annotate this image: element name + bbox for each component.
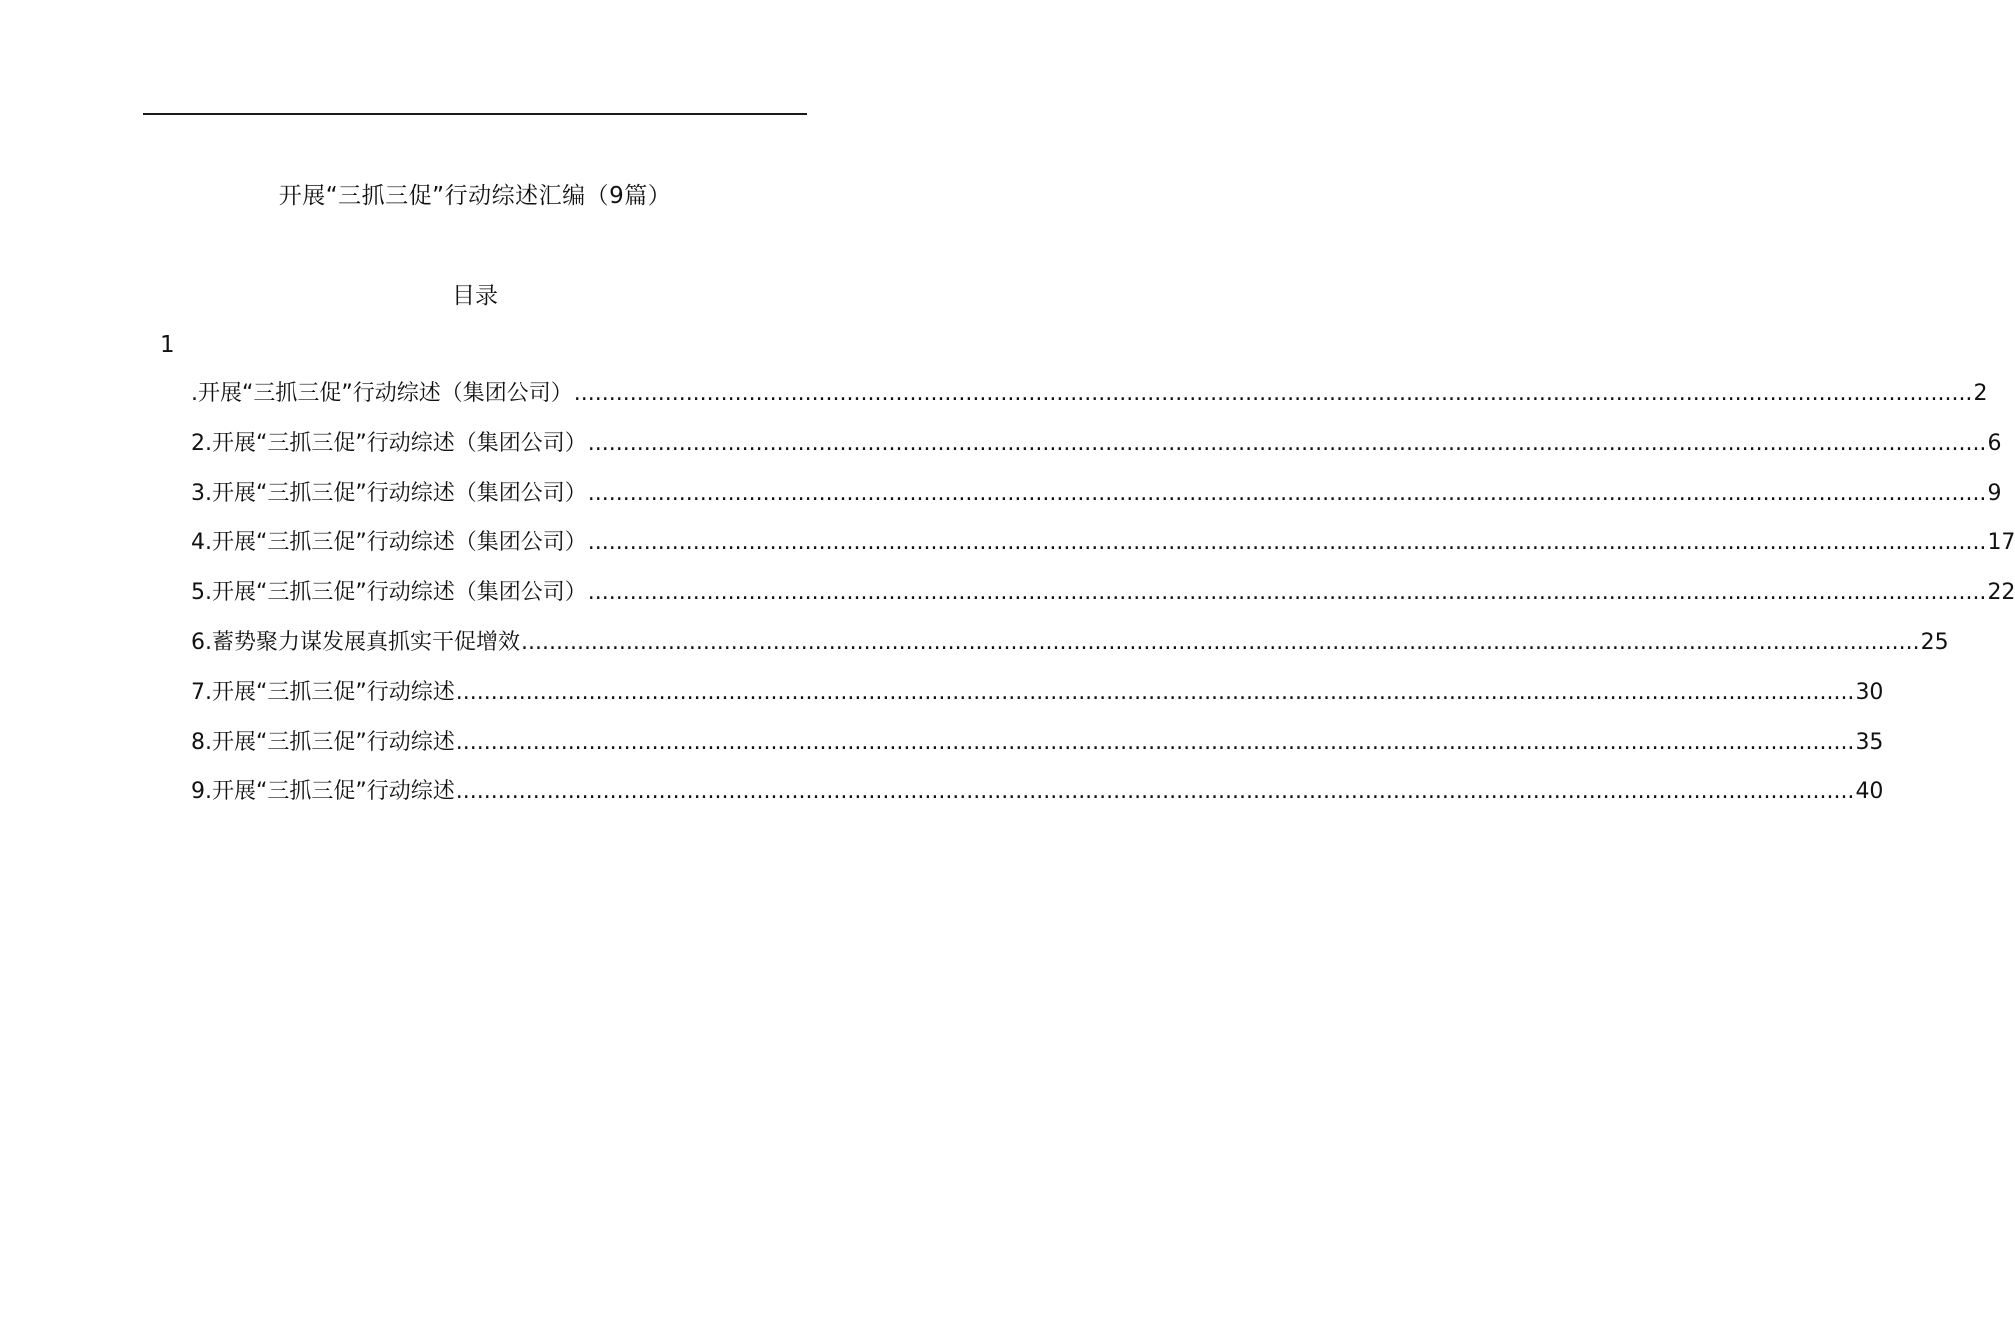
toc-entry-page: 2 bbox=[1973, 381, 1988, 406]
toc-entry-page: 40 bbox=[1855, 779, 1884, 805]
toc-entry-title: 5.开展“三抓三促”行动综述（集团公司） bbox=[191, 580, 587, 606]
toc-dot-leader: ........................................................................................................................................................................................................ bbox=[455, 779, 1855, 805]
toc-entry[interactable] bbox=[191, 476, 2002, 526]
toc-entry-title: 8.开展“三抓三促”行动综述 bbox=[191, 729, 455, 755]
toc-dot-leader: ........................................................................................................................................................................................................ bbox=[573, 381, 1973, 406]
toc-dot-leader: ........................................................................................................................................................................................................ bbox=[587, 480, 1987, 506]
toc-entry-title: 3.开展“三抓三促”行动综述（集团公司） bbox=[191, 480, 587, 506]
toc-dot-leader: ........................................................................................................................................................................................................ bbox=[587, 580, 1987, 606]
toc-heading: 目录 bbox=[452, 283, 498, 309]
toc-entry-title: 4.开展“三抓三促”行动综述（集团公司） bbox=[191, 530, 587, 556]
toc-entry-page: 9 bbox=[1987, 480, 2002, 506]
toc-entry[interactable] bbox=[191, 575, 2015, 625]
toc-entry-title: 2.开展“三抓三促”行动综述（集团公司） bbox=[191, 430, 587, 456]
toc-entry[interactable] bbox=[191, 625, 1949, 675]
toc-entry[interactable] bbox=[191, 675, 1884, 725]
toc-entry[interactable] bbox=[191, 376, 1988, 426]
toc-entry-title: 9.开展“三抓三促”行动综述 bbox=[191, 779, 455, 805]
toc-entry[interactable] bbox=[191, 725, 1884, 775]
toc-entry-title: 7.开展“三抓三促”行动综述 bbox=[191, 679, 455, 705]
toc-entry-page: 30 bbox=[1855, 679, 1884, 705]
toc-entry[interactable] bbox=[191, 525, 2015, 575]
toc-dot-leader: ........................................................................................................................................................................................................ bbox=[521, 629, 1920, 655]
toc-entry-page: 35 bbox=[1855, 729, 1884, 755]
toc-entry-page: 17 bbox=[1987, 530, 2015, 556]
document-title: 开展“三抓三促”行动综述汇编（9篇） bbox=[278, 183, 672, 209]
stray-number: 1 bbox=[160, 332, 175, 358]
toc-dot-leader: ........................................................................................................................................................................................................ bbox=[587, 530, 1987, 556]
toc-dot-leader: ........................................................................................................................................................................................................ bbox=[455, 729, 1855, 755]
toc-entry-page: 6 bbox=[1987, 430, 2002, 456]
table-of-contents bbox=[191, 376, 2015, 824]
toc-dot-leader: ........................................................................................................................................................................................................ bbox=[587, 430, 1987, 456]
toc-entry-page: 25 bbox=[1920, 629, 1949, 655]
toc-entry[interactable] bbox=[191, 774, 1884, 824]
toc-entry-title: 6.蓄势聚力谋发展真抓实干促增效 bbox=[191, 629, 520, 655]
header-rule bbox=[143, 113, 807, 115]
toc-entry-page: 22 bbox=[1987, 580, 2015, 606]
toc-entry[interactable] bbox=[191, 426, 2002, 476]
toc-dot-leader: ........................................................................................................................................................................................................ bbox=[455, 679, 1855, 705]
toc-entry-title: .开展“三抓三促”行动综述（集团公司） bbox=[191, 381, 573, 406]
